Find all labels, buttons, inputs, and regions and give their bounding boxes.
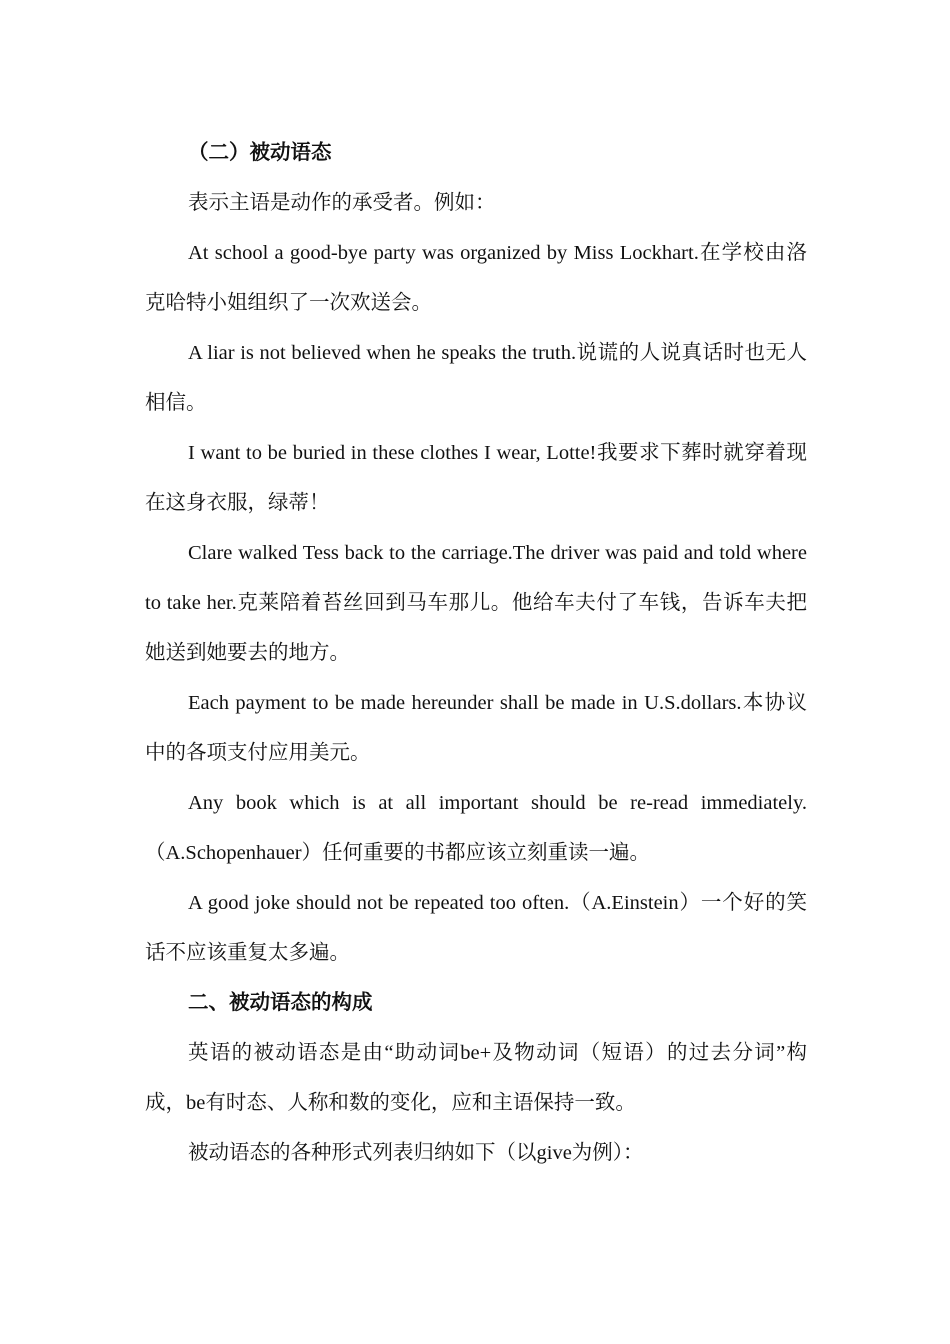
example-paragraph-1: At school a good-bye party was organized by Miss Lockhart.在学校由洛克哈特小姐组织了一次欢送会。 (145, 242, 807, 314)
definition-paragraph: 表示主语是动作的承受者。例如： (188, 192, 496, 214)
example-paragraph-5: Each payment to be made hereunder shall be made in U.S.dollars.本协议中的各项支付应用美元。 (145, 692, 807, 764)
section-heading-passive-voice: （二）被动语态 (188, 142, 332, 164)
section-heading-formation: 二、被动语态的构成 (188, 992, 373, 1014)
example-paragraph-2: A liar is not believed when he speaks the truth.说谎的人说真话时也无人相信。 (145, 342, 807, 414)
table-intro-paragraph: 被动语态的各种形式列表归纳如下（以give为例）： (188, 1142, 644, 1164)
document-page (145, 128, 807, 1178)
example-paragraph-7: A good joke should not be repeated too often.（A.Einstein）一个好的笑话不应该重复太多遍。 (145, 892, 807, 964)
example-paragraph-6: Any book which is at all important should be re-read immediately.（A.Schopenhauer）任何重要的书都应该立刻重读一遍。 (145, 792, 807, 864)
formation-paragraph: 英语的被动语态是由“助动词be+及物动词（短语）的过去分词”构成，be有时态、人称和数的变化，应和主语保持一致。 (145, 1042, 807, 1114)
example-paragraph-4: Clare walked Tess back to the carriage.The driver was paid and told where to take her.克莱陪着苔丝回到马车那儿。他给车夫付了车钱，告诉车夫把她送到她要去的地方。 (145, 542, 807, 664)
example-paragraph-3: I want to be buried in these clothes I wear, Lotte!我要求下葬时就穿着现在这身衣服，绿蒂！ (145, 442, 807, 514)
